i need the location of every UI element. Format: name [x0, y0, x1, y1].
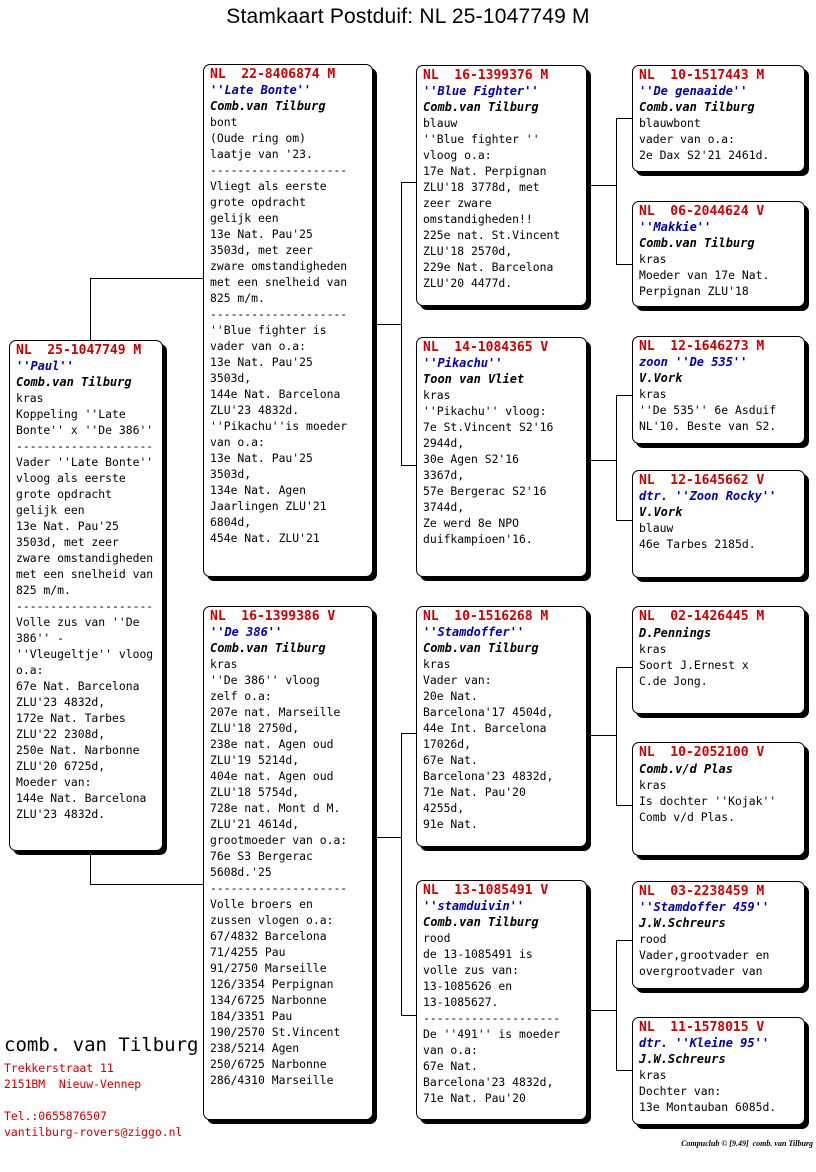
- connector: [616, 118, 617, 264]
- breeder-phone: Tel.:0655876507: [4, 1109, 107, 1123]
- info-line: kras: [639, 387, 667, 401]
- info-line: 13e Nat. Pau'25: [210, 227, 313, 241]
- info-line: blauw: [639, 521, 674, 535]
- info-line: 44e Int. Barcelona: [423, 721, 547, 735]
- info-line: Barcelona'23 4832d,: [423, 1075, 554, 1089]
- info-line: o.a:: [16, 663, 44, 677]
- info-line: 2e Dax S2'21 2461d.: [639, 148, 770, 162]
- info-line: rood: [639, 932, 667, 946]
- info-line: ''Blue fighter '': [423, 132, 540, 146]
- info-line: 3503d, met zeer: [210, 243, 313, 257]
- info-line: 4255d,: [423, 801, 465, 815]
- pigeon-card-fmf: [632, 336, 805, 444]
- ring-number: NL 13-1085491 V: [423, 883, 549, 898]
- info-line: 250e Nat. Narbonne: [16, 743, 140, 757]
- pigeon-name: ''De 386'': [210, 625, 283, 639]
- info-line: 207e nat. Marseille: [210, 705, 341, 719]
- owner-name: V.Vork: [639, 371, 683, 385]
- info-line: laatje van '23.: [210, 147, 313, 161]
- owner-name: Comb.van Tilburg: [210, 641, 326, 655]
- info-line: 229e Nat. Barcelona: [423, 260, 554, 274]
- connector: [616, 1070, 633, 1071]
- info-line: ZLU'18 2750d,: [210, 721, 300, 735]
- connector: [587, 460, 617, 461]
- info-line: ZLU'23 4832d,: [16, 695, 106, 709]
- info-line: met een snelheid van: [16, 567, 154, 581]
- info-line: Soort J.Ernest x: [639, 658, 749, 672]
- owner-name: J.W.Schreurs: [639, 1052, 726, 1066]
- info-line: zelf o.a:: [210, 689, 272, 703]
- info-line: Moeder van 17e Nat.: [639, 268, 770, 282]
- info-line: 386'' -: [16, 631, 65, 645]
- info-line: 67e Nat.: [423, 753, 478, 767]
- info-line: vader van o.a:: [639, 132, 736, 146]
- pigeon-card-father-father: [416, 65, 587, 306]
- info-line: Ze werd 8e NPO: [423, 516, 520, 530]
- pigeon-name: ''stamduivin'': [423, 899, 525, 913]
- pigeon-name: ''Pikachu'': [423, 356, 503, 370]
- info-line: kras: [639, 252, 667, 266]
- connector: [90, 278, 204, 279]
- breeder-address-street: Trekkerstraat 11: [4, 1061, 114, 1075]
- info-line: 13-1085627.: [423, 995, 499, 1009]
- pigeon-card-mother-father: [416, 606, 587, 847]
- ring-number: NL 02-1426445 M: [639, 609, 765, 624]
- info-line: 238e nat. Agen oud: [210, 737, 334, 751]
- pigeon-name: ''Stamdoffer'': [423, 625, 525, 639]
- info-line: grote opdracht: [210, 195, 307, 209]
- info-line: Volle zus van ''De: [16, 615, 140, 629]
- info-line: 3503d,: [210, 371, 252, 385]
- info-line: 225e nat. St.Vincent: [423, 228, 561, 242]
- connector: [587, 735, 617, 736]
- info-line: blauw: [423, 116, 458, 130]
- pigeon-name: ''Paul'': [16, 359, 74, 373]
- pigeon-name: ''Makkie'': [639, 220, 712, 234]
- pigeon-card-father-mother: [416, 337, 587, 577]
- info-line: 91e Nat.: [423, 817, 478, 831]
- info-line: Vader van:: [423, 673, 492, 687]
- info-line: kras: [639, 778, 667, 792]
- connector: [90, 884, 204, 885]
- info-line: Barcelona'23 4832d,: [423, 769, 554, 783]
- info-line: ''De 386'' vloog: [210, 673, 320, 687]
- info-line: zware omstandigheden: [210, 259, 348, 273]
- ring-number: NL 16-1399386 V: [210, 609, 336, 624]
- info-line: ZLU'22 2308d,: [16, 727, 106, 741]
- pigeon-card-mff: [632, 606, 805, 714]
- info-line: (Oude ring om): [210, 131, 307, 145]
- info-line: 17026d,: [423, 737, 472, 751]
- page-title: Stamkaart Postduif: NL 25-1047749 M: [226, 5, 590, 28]
- info-line: kras: [210, 657, 238, 671]
- info-line: 6804d,: [210, 515, 252, 529]
- connector: [616, 395, 633, 396]
- info-line: 825 m/m.: [210, 291, 265, 305]
- connector: [616, 395, 617, 520]
- info-line: duifkampioen'16.: [423, 532, 533, 546]
- info-line: 13-1085626 en: [423, 979, 513, 993]
- info-line: 184/3351 Pau: [210, 1009, 293, 1023]
- info-line: 71/4255 Pau: [210, 945, 286, 959]
- pigeon-name: ''Stamdoffer 459'': [639, 900, 770, 914]
- ring-number: NL 10-2052100 V: [639, 745, 765, 760]
- info-line: ''Pikachu'' vloog:: [423, 404, 547, 418]
- info-line: 67e Nat. Barcelona: [16, 679, 140, 693]
- info-line: blauwbont: [639, 116, 701, 130]
- owner-name: D.Pennings: [639, 626, 712, 640]
- info-line: de 13-1085491 is: [423, 947, 533, 961]
- info-line: ZLU'18 3778d, met: [423, 180, 540, 194]
- connector: [616, 940, 617, 1070]
- info-line: 250/6725 Narbonne: [210, 1057, 327, 1071]
- ring-number: NL 25-1047749 M: [16, 343, 142, 358]
- info-line: 7e St.Vincent S2'16: [423, 420, 554, 434]
- info-line: 13e Montauban 6085d.: [639, 1100, 777, 1114]
- connector: [373, 324, 402, 325]
- connector: [616, 118, 633, 119]
- owner-name: Comb.van Tilburg: [423, 641, 539, 655]
- ring-number: NL 12-1646273 M: [639, 339, 765, 354]
- info-line: rood: [423, 931, 451, 945]
- pigeon-name: ''Late Bonte'': [210, 83, 312, 97]
- connector: [616, 805, 633, 806]
- info-line: gelijk een: [16, 503, 85, 517]
- info-line: Vader,grootvader en: [639, 948, 770, 962]
- info-line: kras: [16, 391, 44, 405]
- info-line: 172e Nat. Tarbes: [16, 711, 126, 725]
- info-line: grote opdracht: [16, 487, 113, 501]
- owner-name: Comb.van Tilburg: [210, 99, 326, 113]
- breeder-email[interactable]: vantilburg-rovers@ziggo.nl: [4, 1125, 183, 1139]
- info-line: ZLU'21 4614d,: [210, 817, 300, 831]
- ring-number: NL 22-8406874 M: [210, 67, 336, 82]
- connector: [587, 185, 617, 186]
- connector: [616, 667, 633, 668]
- info-line: 46e Tarbes 2185d.: [639, 537, 756, 551]
- owner-name: J.W.Schreurs: [639, 916, 726, 930]
- info-line: 76e S3 Bergerac: [210, 849, 313, 863]
- info-line: 728e nat. Mont d M.: [210, 801, 341, 815]
- info-line: 13e Nat. Pau'25: [210, 451, 313, 465]
- info-line: 71e Nat. Pau'20: [423, 785, 526, 799]
- info-line: kras: [423, 657, 451, 671]
- connector: [587, 1010, 617, 1011]
- info-line: vloog als eerste: [16, 471, 126, 485]
- info-line: --------------------: [16, 439, 154, 453]
- info-line: 2944d,: [423, 436, 465, 450]
- pigeon-name: dtr. ''Kleine 95'': [639, 1036, 770, 1050]
- info-line: met een snelheid van: [210, 275, 348, 289]
- info-line: van o.a:: [210, 435, 265, 449]
- owner-name: Comb.v/d Plas: [639, 762, 733, 776]
- breeder-address-city: 2151BM Nieuw-Vennep: [4, 1077, 142, 1091]
- info-line: Vliegt als eerste: [210, 179, 327, 193]
- connector: [616, 940, 633, 941]
- connector: [401, 1015, 417, 1016]
- info-line: --------------------: [210, 881, 348, 895]
- info-line: 91/2750 Marseille: [210, 961, 327, 975]
- info-line: ZLU'20 6725d,: [16, 759, 106, 773]
- info-line: 3503d,: [210, 467, 252, 481]
- info-line: van o.a:: [423, 1043, 478, 1057]
- connector: [401, 465, 417, 466]
- ring-number: NL 10-1516268 M: [423, 609, 549, 624]
- info-line: --------------------: [210, 163, 348, 177]
- connector: [90, 852, 91, 884]
- pigeon-card-mother-mother: [416, 880, 587, 1120]
- info-line: 71e Nat. Pau'20: [423, 1091, 526, 1105]
- pigeon-name: ''Blue Fighter'': [423, 84, 539, 98]
- pigeon-card-father: [203, 64, 373, 577]
- info-line: NL'10. Beste van S2.: [639, 419, 777, 433]
- connector: [401, 182, 417, 183]
- info-line: 67/4832 Barcelona: [210, 929, 327, 943]
- info-line: ZLU'23 4832d.: [210, 403, 300, 417]
- pigeon-name: dtr. ''Zoon Rocky'': [639, 489, 777, 503]
- pigeon-card-fff: [632, 65, 805, 172]
- pigeon-card-mother: [203, 606, 373, 1120]
- info-line: --------------------: [210, 307, 348, 321]
- ring-number: NL 11-1578015 V: [639, 1020, 765, 1035]
- info-line: gelijk een: [210, 211, 279, 225]
- info-line: 286/4310 Marseille: [210, 1073, 334, 1087]
- connector: [373, 837, 402, 838]
- info-line: Is dochter ''Kojak'': [639, 794, 777, 808]
- info-line: ''Blue fighter is: [210, 323, 327, 337]
- ring-number: NL 16-1399376 M: [423, 68, 549, 83]
- info-line: 144e Nat. Barcelona: [210, 387, 341, 401]
- info-line: De ''491'' is moeder: [423, 1027, 561, 1041]
- connector: [616, 264, 633, 265]
- connector: [401, 733, 417, 734]
- info-line: 13e Nat. Pau'25: [210, 355, 313, 369]
- pigeon-name: zoon ''De 535'': [639, 355, 748, 369]
- info-line: 5608d.'25: [210, 865, 272, 879]
- owner-name: Comb.van Tilburg: [423, 915, 539, 929]
- info-line: overgrootvader van: [639, 964, 763, 978]
- connector: [401, 733, 402, 1015]
- info-line: Barcelona'17 4504d,: [423, 705, 554, 719]
- connector: [616, 520, 633, 521]
- pigeon-card-mfm: [632, 742, 805, 856]
- info-line: Volle broers en: [210, 897, 313, 911]
- info-line: omstandigheden!!: [423, 212, 533, 226]
- info-line: Koppeling ''Late: [16, 407, 126, 421]
- info-line: C.de Jong.: [639, 674, 708, 688]
- owner-name: Toon van Vliet: [423, 372, 525, 386]
- info-line: 13e Nat. Pau'25: [16, 519, 119, 533]
- info-line: ZLU'23 4832d.: [16, 807, 106, 821]
- pigeon-name: ''De genaaide'': [639, 84, 748, 98]
- breeder-name: comb. van Tilburg: [4, 1034, 199, 1056]
- pigeon-card-mmf: [632, 881, 805, 989]
- info-line: 20e Nat.: [423, 689, 478, 703]
- info-line: Comb v/d Plas.: [639, 810, 736, 824]
- owner-name: Comb.van Tilburg: [639, 236, 755, 250]
- info-line: zussen vlogen o.a:: [210, 913, 334, 927]
- pigeon-card-ffm: [632, 201, 805, 307]
- info-line: 190/2570 St.Vincent: [210, 1025, 341, 1039]
- pigeon-card-main: [9, 340, 163, 851]
- info-line: ZLU'18 5754d,: [210, 785, 300, 799]
- info-line: kras: [639, 1068, 667, 1082]
- info-line: 57e Bergerac S2'16: [423, 484, 547, 498]
- info-line: 3367d,: [423, 468, 465, 482]
- info-line: 67e Nat.: [423, 1059, 478, 1073]
- info-line: 144e Nat. Barcelona: [16, 791, 147, 805]
- owner-name: Comb.van Tilburg: [639, 100, 755, 114]
- info-line: 238/5214 Agen: [210, 1041, 300, 1055]
- info-line: 825 m/m.: [16, 583, 71, 597]
- info-line: Dochter van:: [639, 1084, 722, 1098]
- ring-number: NL 14-1084365 V: [423, 340, 549, 355]
- ring-number: NL 12-1645662 V: [639, 473, 765, 488]
- ring-number: NL 10-1517443 M: [639, 68, 765, 83]
- info-line: bont: [210, 115, 238, 129]
- info-line: kras: [423, 388, 451, 402]
- info-line: vloog o.a:: [423, 148, 492, 162]
- info-line: ''Vleugeltje'' vloog: [16, 647, 154, 661]
- owner-name: V.Vork: [639, 505, 683, 519]
- owner-name: Comb.van Tilburg: [423, 100, 539, 114]
- owner-name: Comb.van Tilburg: [16, 375, 132, 389]
- info-line: zeer zware: [423, 196, 492, 210]
- info-line: 17e Nat. Perpignan: [423, 164, 547, 178]
- info-line: --------------------: [423, 1011, 561, 1025]
- info-line: Jaarlingen ZLU'21: [210, 499, 327, 513]
- info-line: 126/3354 Perpignan: [210, 977, 334, 991]
- info-line: --------------------: [16, 599, 154, 613]
- info-line: ZLU'19 5214d,: [210, 753, 300, 767]
- info-line: volle zus van:: [423, 963, 520, 977]
- connector: [90, 278, 91, 340]
- ring-number: NL 03-2238459 M: [639, 884, 765, 899]
- info-line: 30e Agen S2'16: [423, 452, 520, 466]
- info-line: Perpignan ZLU'18: [639, 284, 749, 298]
- info-line: 134/6725 Narbonne: [210, 993, 327, 1007]
- info-line: 404e nat. Agen oud: [210, 769, 334, 783]
- info-line: vader van o.a:: [210, 339, 307, 353]
- pigeon-card-fmm: [632, 470, 805, 578]
- connector: [616, 667, 617, 805]
- info-line: Moeder van:: [16, 775, 92, 789]
- info-line: zware omstandigheden: [16, 551, 154, 565]
- info-line: grootmoeder van o.a:: [210, 833, 348, 847]
- info-line: 454e Nat. ZLU'21: [210, 531, 320, 545]
- info-line: Bonte'' x ''De 386'': [16, 423, 154, 437]
- pigeon-card-mmm: [632, 1017, 805, 1125]
- info-line: ZLU'20 4477d.: [423, 276, 513, 290]
- info-line: Vader ''Late Bonte'': [16, 455, 154, 469]
- info-line: ''De 535'' 6e Asduif: [639, 403, 777, 417]
- info-line: ''Pikachu''is moeder: [210, 419, 348, 433]
- info-line: 3744d,: [423, 500, 465, 514]
- footer-credit: Compuclub © [9.49] comb. van Tilburg: [681, 1139, 813, 1148]
- info-line: ZLU'18 2570d,: [423, 244, 513, 258]
- info-line: 134e Nat. Agen: [210, 483, 307, 497]
- ring-number: NL 06-2044624 V: [639, 204, 765, 219]
- info-line: 3503d, met zeer: [16, 535, 119, 549]
- info-line: kras: [639, 642, 667, 656]
